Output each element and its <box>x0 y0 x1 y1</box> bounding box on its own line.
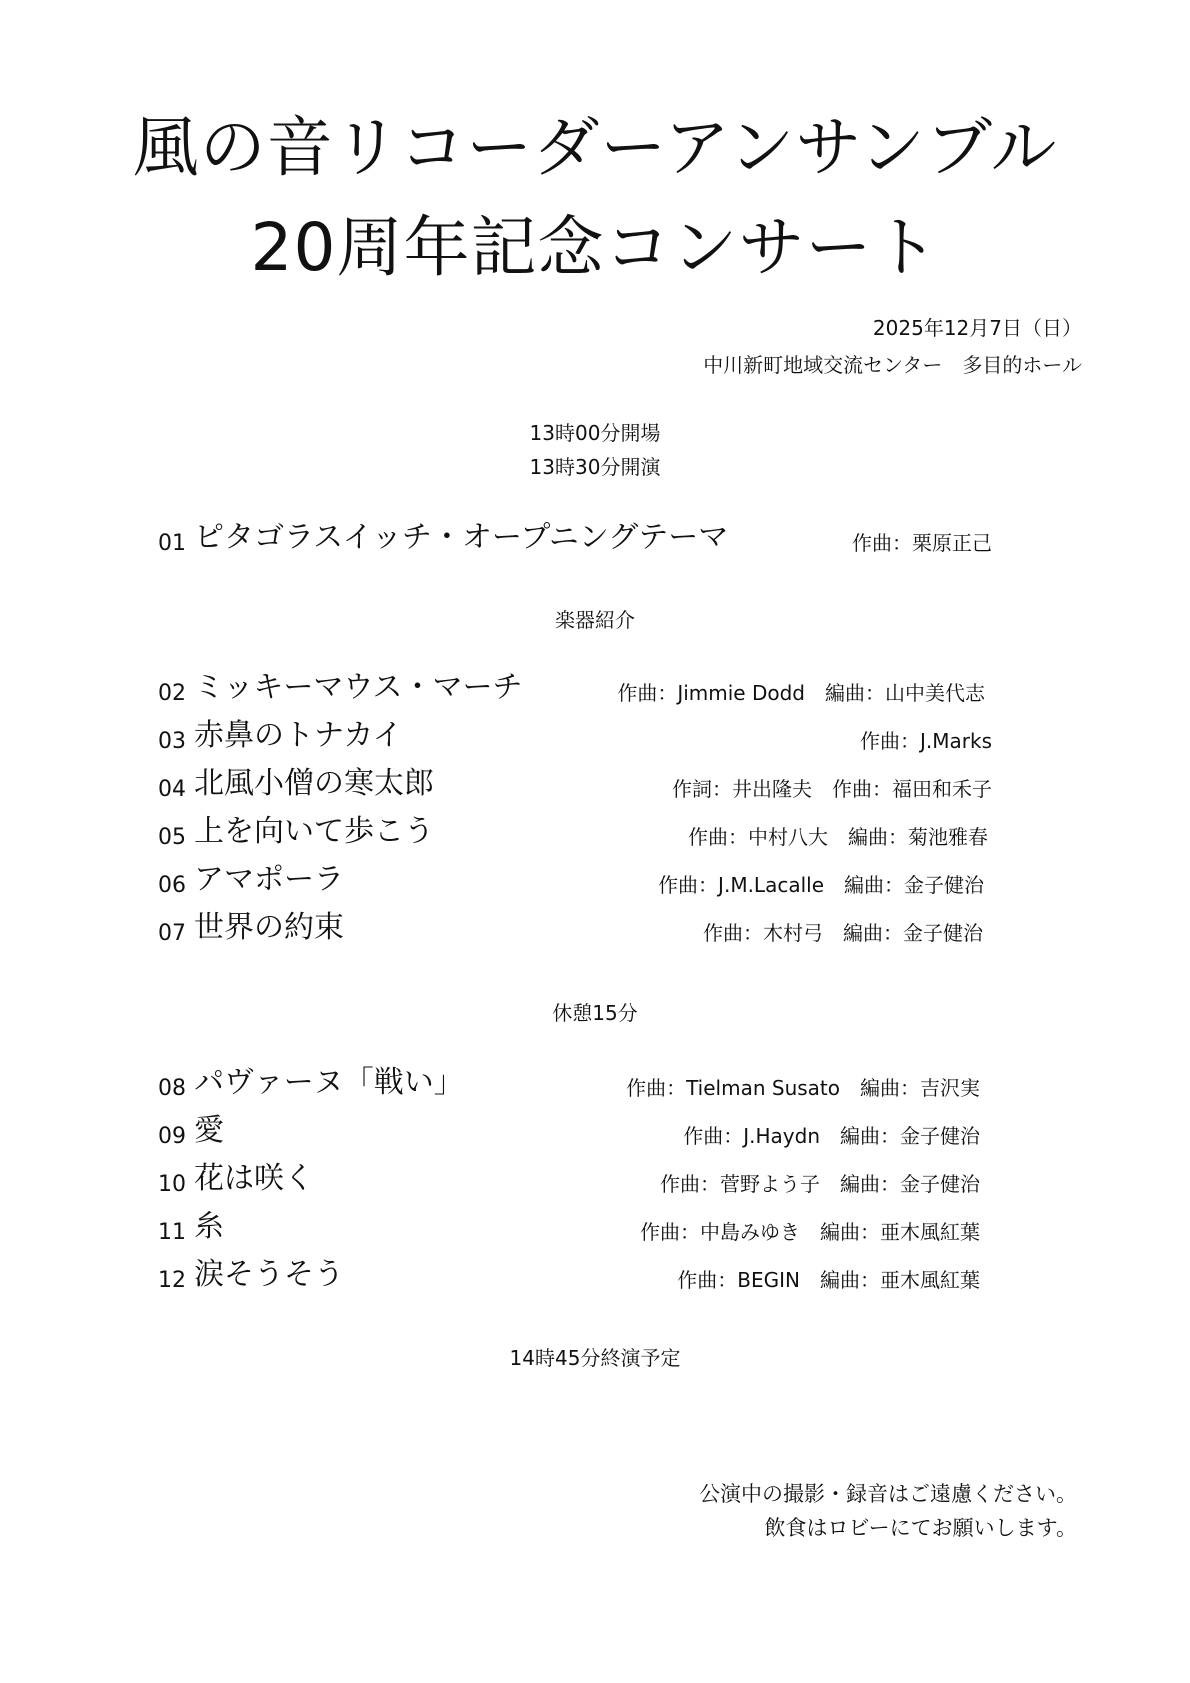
program-number: 05 <box>158 825 186 850</box>
program-number: 02 <box>158 681 186 706</box>
program-credit: 作曲：Tielman Susato 編曲：吉沢実 <box>626 1076 980 1100</box>
program-credit: 作曲：J.Haydn 編曲：金子健治 <box>683 1124 980 1148</box>
program-credit: 作詞：井出隆夫 作曲：福田和禾子 <box>672 777 992 801</box>
program-title: 糸 <box>194 1209 224 1244</box>
program-number: 10 <box>158 1172 186 1197</box>
program-number: 06 <box>158 873 186 898</box>
program-title: 涙そうそう <box>194 1257 344 1292</box>
program-title: 花は咲く <box>194 1161 314 1196</box>
program-credit: 作曲：中島みゆき 編曲：亜木風紅葉 <box>640 1220 980 1244</box>
program-number: 03 <box>158 729 186 754</box>
program-credit: 作曲：J.M.Lacalle 編曲：金子健治 <box>658 873 984 897</box>
program-credit: 作曲：J.Marks <box>860 729 992 753</box>
program-credit: 作曲：中村八大 編曲：菊池雅春 <box>688 825 988 849</box>
program-number: 11 <box>158 1220 186 1245</box>
page-title-line-1: 風の音リコーダーアンサンブル <box>132 109 1058 186</box>
program-title: 世界の約束 <box>194 910 344 945</box>
program-number: 07 <box>158 921 186 946</box>
start-time: 13時30分開演 <box>529 455 661 479</box>
program-title: 上を向いて歩こう <box>194 814 434 849</box>
program-credit: 作曲：BEGIN 編曲：亜木風紅葉 <box>677 1268 980 1292</box>
program-title: アマポーラ <box>194 862 344 897</box>
program-credit: 作曲：栗原正己 <box>852 531 992 555</box>
program-number: 12 <box>158 1268 186 1293</box>
program-title: 赤鼻のトナカイ <box>194 718 403 753</box>
program-title: 北風小僧の寒太郎 <box>194 766 434 801</box>
event-venue: 中川新町地域交流センター 多目的ホール <box>703 353 1082 377</box>
end-time: 14時45分終演予定 <box>509 1346 681 1370</box>
program-number: 04 <box>158 777 186 802</box>
program-title: パヴァーヌ「戦い」 <box>194 1065 464 1100</box>
program-number: 08 <box>158 1076 186 1101</box>
instrument-introduction: 楽器紹介 <box>555 608 635 632</box>
program-credit: 作曲：木村弓 編曲：金子健治 <box>703 921 983 945</box>
program-title: ピタゴラスイッチ・オープニングテーマ <box>194 520 729 555</box>
program-number: 09 <box>158 1124 186 1149</box>
program-title: 愛 <box>194 1113 224 1148</box>
page-title-line-2: 20周年記念コンサート <box>250 209 940 286</box>
doors-open-time: 13時00分開場 <box>529 421 661 445</box>
program-title: ミッキーマウス・マーチ <box>194 670 523 705</box>
program-number: 01 <box>158 531 186 556</box>
program-credit: 作曲：Jimmie Dodd 編曲：山中美代志 <box>617 681 985 705</box>
notice-food-in-lobby: 飲食はロビーにてお願いします。 <box>764 1516 1077 1540</box>
notice-no-recording: 公演中の撮影・録音はご遠慮ください。 <box>699 1482 1077 1506</box>
event-date: 2025年12月7日（日） <box>872 316 1082 340</box>
intermission: 休憩15分 <box>552 1001 638 1025</box>
program-credit: 作曲：菅野よう子 編曲：金子健治 <box>660 1172 980 1196</box>
